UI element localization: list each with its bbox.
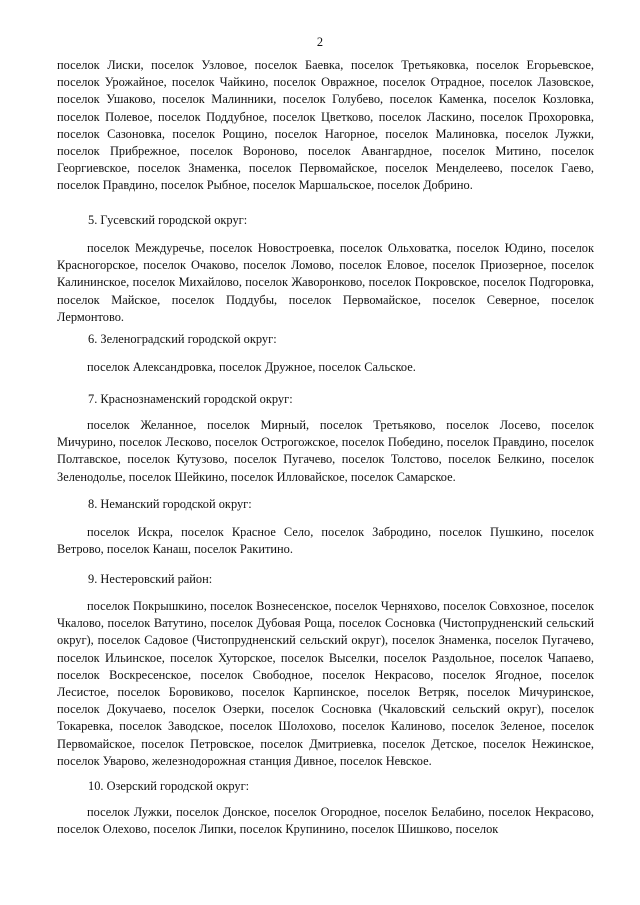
- section-heading-nesterov: 9. Нестеровский район:: [88, 572, 213, 586]
- intro-paragraph: поселок Лиски, поселок Узловое, поселок Баевка, поселок Третьяковка, поселок Егорьевское, поселок Урожайное, поселок Чайкино, поселок Овражное, поселок Отрадное, поселок Лазовское, поселок Ушаково, поселок Малинники, поселок Голубево, поселок Каменка, поселок Козловка, поселок Полевое, поселок Поддубное, поселок Цветково, поселок Ласкино, поселок Прохоровка, поселок Сазоновка, поселок Рощино, поселок Нагорное, поселок Малиновка, поселок Лужки, поселок Прибрежное, поселок Вороново, поселок Авангардное, поселок Митино, поселок Георгиевское, поселок Знаменка, поселок Первомайское, поселок Менделеево, поселок Гаево, поселок Правдино, поселок Рыбное, поселок Маршальское, поселок Добрино.: [57, 58, 594, 193]
- section-heading-krasnoznamensk: 7. Краснознаменский городской округ:: [88, 392, 293, 406]
- section-text-neman: поселок Искра, поселок Красное Село, поселок Забродино, поселок Пушкино, поселок Ветрово, поселок Канаш, поселок Ракитино.: [57, 525, 594, 557]
- page-number: 2: [316, 35, 324, 49]
- section-text-krasnoznamensk: поселок Желанное, поселок Мирный, поселок Третьяково, поселок Лосево, поселок Мичурино, поселок Лесково, поселок Острогожское, поселок Победино, поселок Правдино, поселок Полтавское, поселок Кутузово, поселок Пугачево, поселок Толстово, поселок Белкино, поселок Зеленодолье, поселок Шейкино, поселок Илловайское, поселок Самарское.: [57, 418, 594, 484]
- section-text-nesterov: поселок Покрышкино, поселок Вознесенское, поселок Черняхово, поселок Совхозное, поселок Чкалово, поселок Ватутино, поселок Дубовая Роща, поселок Сосновка (Чистопрудненский сельский округ), поселок Садовое (Чистопрудненский сельский округ), поселок Знаменка, поселок Пугачево, поселок Ильинское, поселок Хуторское, поселок Выселки, поселок Раздольное, поселок Чапаево, поселок Воскресенское, поселок Свободное, поселок Некрасово, поселок Ягодное, поселок Лесистое, поселок Боровиково, поселок Карпинское, поселок Ветряк, поселок Мичуринское, поселок Докучаево, поселок Озерки, поселок Сосновка (Чкаловский сельский округ), поселок Токаревка, поселок Заводское, поселок Шолохово, поселок Калиново, поселок Зеленое, поселок Первомайское, поселок Петровское, поселок Дмитриевка, поселок Детское, поселок Нежинское, поселок Уварово, железнодорожная станция Дивное, поселок Невское.: [57, 599, 594, 768]
- section-text-zelenogradsk: поселок Александровка, поселок Дружное, поселок Сальское.: [87, 360, 416, 374]
- section-text-gusev: поселок Междуречье, поселок Новостроевка, поселок Ольховатка, поселок Юдино, поселок Красногорское, поселок Очаково, поселок Ломово, поселок Еловое, поселок Приозерное, поселок Калининское, поселок Михайлово, поселок Жаворонково, поселок Покровское, поселок Подгоровка, поселок Майское, поселок Поддубы, поселок Первомайское, поселок Северное, поселок Лермонтово.: [57, 241, 594, 324]
- section-heading-ozersk: 10. Озерский городской округ:: [88, 779, 250, 793]
- section-heading-zelenogradsk: 6. Зеленоградский городской округ:: [88, 332, 277, 346]
- section-text-ozersk: поселок Лужки, поселок Донское, поселок Огородное, поселок Белабино, поселок Некрасово, поселок Олехово, поселок Липки, поселок Крупинино, поселок Шишково, поселок: [57, 805, 594, 837]
- section-heading-gusev: 5. Гусевский городской округ:: [88, 213, 248, 227]
- section-heading-neman: 8. Неманский городской округ:: [88, 497, 252, 511]
